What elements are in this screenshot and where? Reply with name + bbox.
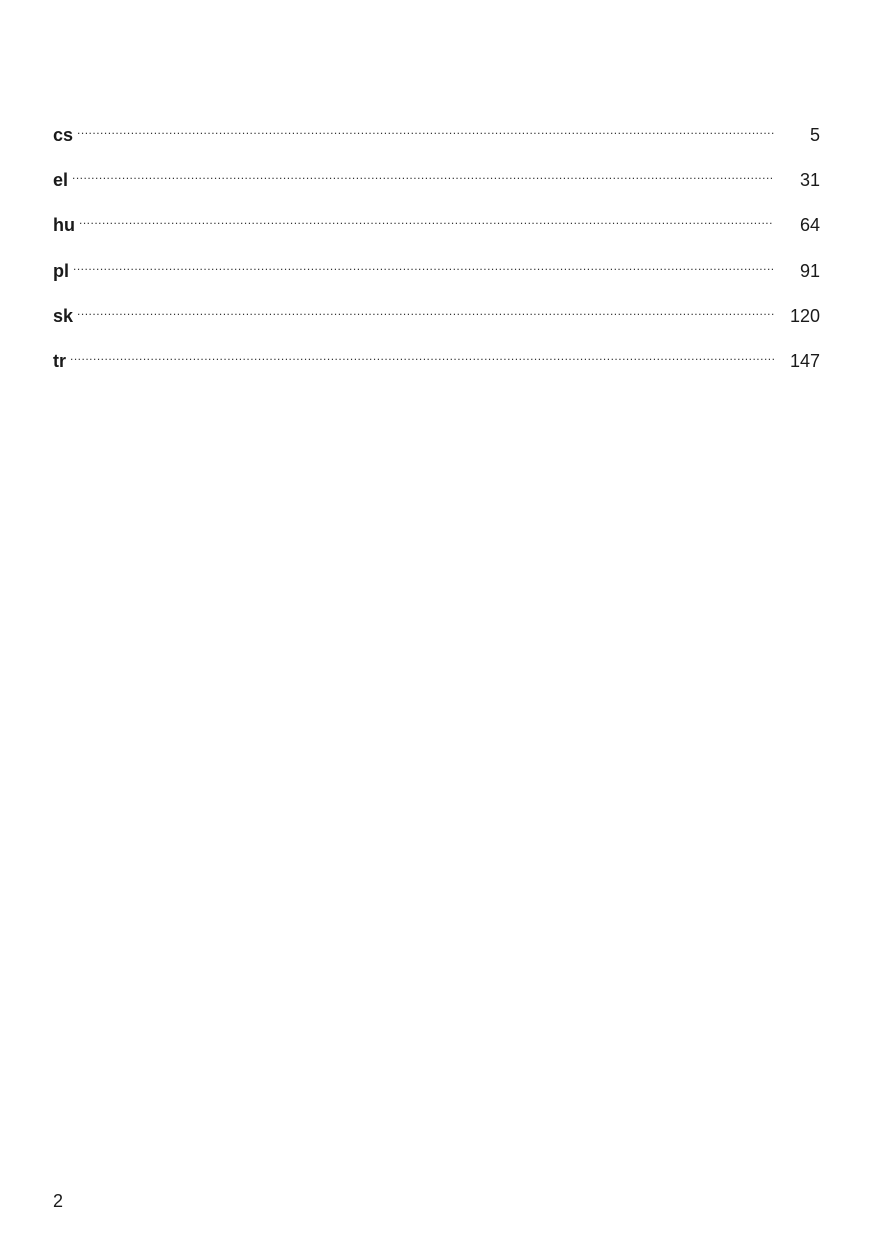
toc-entry-sk[interactable] xyxy=(53,298,820,343)
toc-dot-leader xyxy=(70,343,774,367)
toc-dot-leader xyxy=(72,162,774,186)
toc-language-code: sk xyxy=(53,305,74,326)
toc-dot-leader xyxy=(73,253,774,277)
toc-language-code: pl xyxy=(53,260,69,281)
table-of-contents xyxy=(53,117,820,388)
toc-entry-tr[interactable] xyxy=(53,343,820,388)
toc-language-code: tr xyxy=(53,350,66,371)
toc-entry-pl[interactable] xyxy=(53,253,820,298)
toc-entry-cs[interactable] xyxy=(53,117,820,162)
toc-page-number: 147 xyxy=(789,350,820,371)
page-number: 2 xyxy=(53,1191,64,1211)
toc-entry-el[interactable] xyxy=(53,162,820,207)
toc-language-code: cs xyxy=(53,125,74,145)
toc-dot-leader xyxy=(77,298,774,322)
toc-entry-hu[interactable] xyxy=(53,207,820,252)
toc-language-code: hu xyxy=(53,215,75,236)
toc-dot-leader xyxy=(77,117,774,141)
toc-page-number: 5 xyxy=(809,125,820,145)
toc-page-number: 31 xyxy=(799,170,820,191)
toc-language-code: el xyxy=(53,170,69,191)
toc-page-number: 64 xyxy=(799,215,820,236)
toc-page-number: 91 xyxy=(799,260,820,281)
toc-dot-leader xyxy=(79,207,774,231)
toc-page-number: 120 xyxy=(789,305,820,326)
